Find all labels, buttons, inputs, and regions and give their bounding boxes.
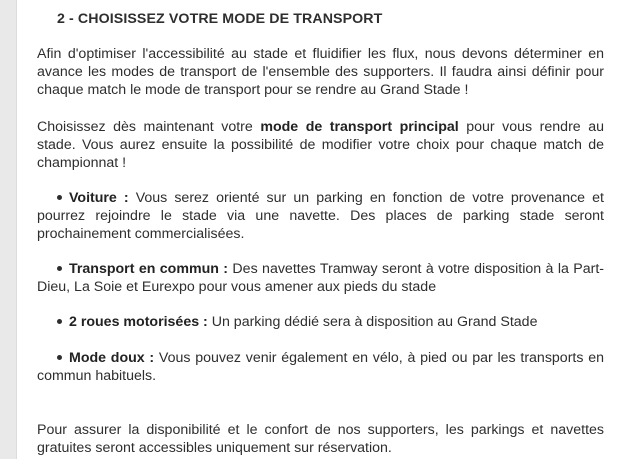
mode-title: Voiture : xyxy=(69,190,129,206)
mode-item-2-roues xyxy=(37,313,604,331)
section-heading: 2 - CHOISISSEZ VOTRE MODE DE TRANSPORT xyxy=(57,11,383,27)
choice-text-before: Choisissez dès maintenant votre xyxy=(37,119,261,135)
choice-text-after: pour vous rendre au stade. Vous aurez ensuite la possibilité de modifier votre choix pour chaque match de championnat ! xyxy=(37,119,604,171)
choice-text-bold: mode de transport principal xyxy=(260,119,459,135)
bullet-icon xyxy=(57,266,62,271)
mode-description: Un parking dédié sera à disposition au Grand Stade xyxy=(207,314,538,330)
mode-item-transport-en-commun xyxy=(37,260,604,296)
footer-paragraph: Pour assurer la disponibilité et le confort de nos supporters, les parkings et navettes gratuites seront accessibles uniquement sur réservation. xyxy=(37,422,604,456)
choice-paragraph xyxy=(37,118,604,172)
page-panel xyxy=(16,0,639,459)
bullet-icon xyxy=(57,355,62,360)
mode-item-mode-doux xyxy=(37,349,604,385)
mode-description: Vous serez orienté sur un parking en fonction de votre provenance et pourrez rejoindre le stade via une navette. Des places de parking stade seront prochainement commercialisées. xyxy=(37,190,604,242)
bullet-icon xyxy=(57,195,62,200)
bullet-icon xyxy=(57,319,62,324)
mode-description: Vous pouvez venir également en vélo, à pied ou par les transports en commun habituels. xyxy=(37,350,604,384)
mode-title: Mode doux : xyxy=(69,350,155,366)
intro-paragraph: Afin d'optimiser l'accessibilité au stade et fluidifier les flux, nous devons déterminer en avance les modes de transport de l'ensemble des supporters. Il faudra ainsi définir pour chaque match le mode de transport pour se rendre au Grand Stade ! xyxy=(37,46,604,98)
mode-description: Des navettes Tramway seront à votre disposition à la Part-Dieu, La Soie et Eurexpo pour vous amener aux pieds du stade xyxy=(37,261,605,295)
mode-title: Transport en commun : xyxy=(69,261,229,277)
mode-title: 2 roues motorisées : xyxy=(69,314,208,330)
mode-item-voiture xyxy=(37,189,604,243)
